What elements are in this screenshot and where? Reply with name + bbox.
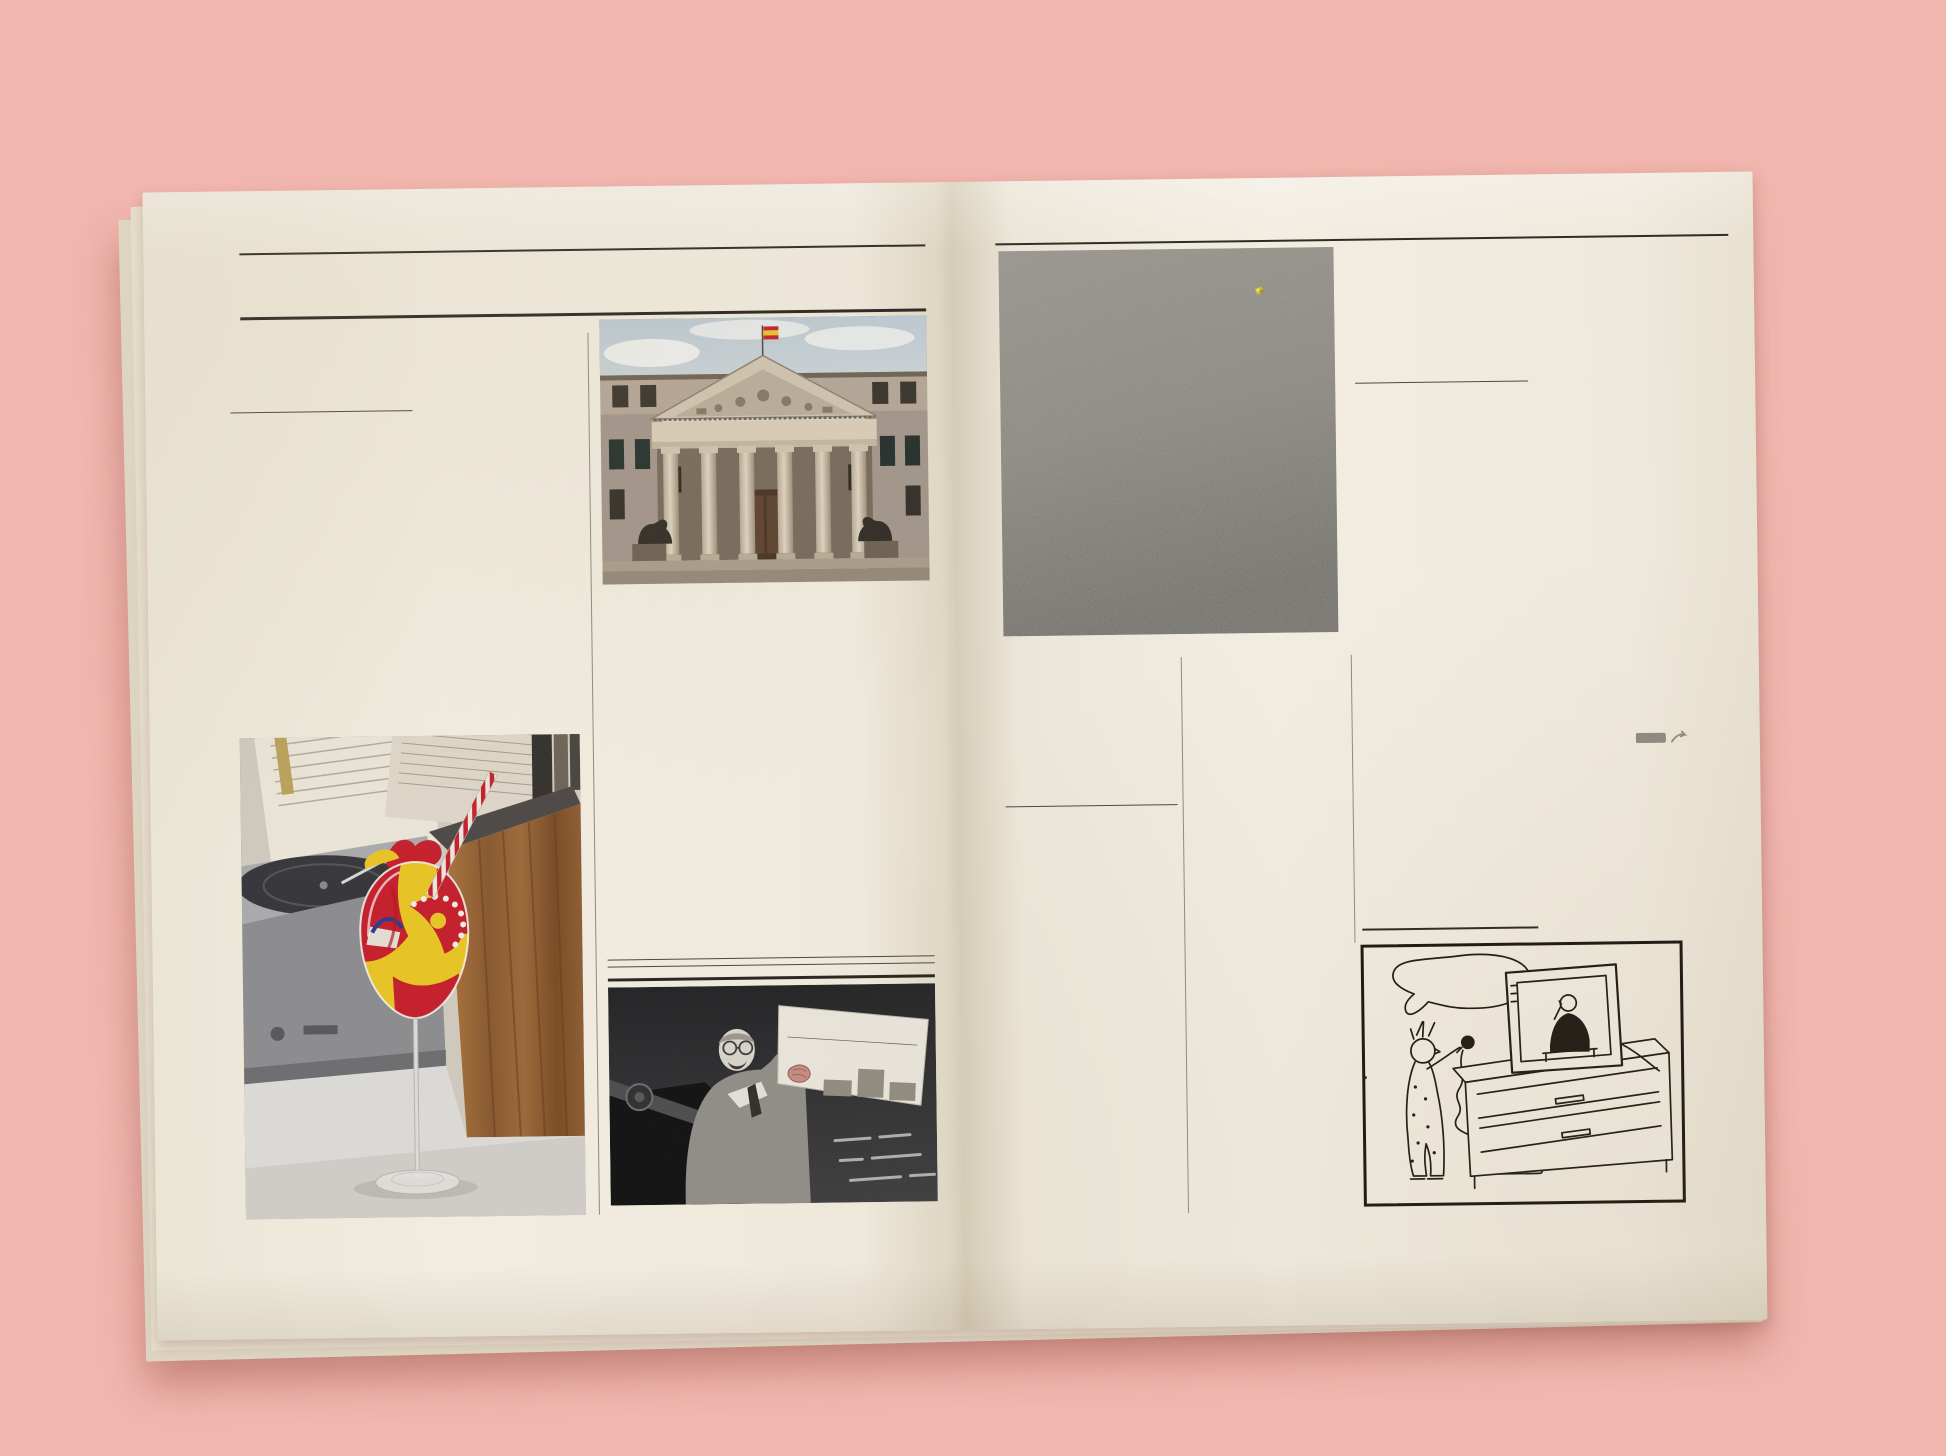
congreso-rule xyxy=(608,974,935,981)
truman-photo-caption xyxy=(611,1206,938,1210)
argentina-headline xyxy=(1353,242,1733,247)
neutron-subhead xyxy=(1005,757,1190,759)
cartoon-rule xyxy=(1362,926,1538,930)
article-divider-right xyxy=(1351,655,1356,943)
argentina-paragraph xyxy=(1355,398,1528,400)
section-label-left xyxy=(483,222,683,225)
argentina-byline xyxy=(1355,377,1528,383)
congreso-byline xyxy=(608,955,935,967)
header-rule-right xyxy=(995,234,1728,246)
deus-pull-quote xyxy=(423,340,581,342)
argentina-paragraph xyxy=(1355,399,1528,401)
article-divider-left xyxy=(587,333,600,1215)
argentina-paragraph xyxy=(1355,399,1528,401)
deus-paragraph xyxy=(423,340,581,342)
page-kicker xyxy=(358,254,808,260)
neutron-column-1 xyxy=(1006,821,1183,1219)
qr-code xyxy=(1543,748,1725,938)
neutron-paragraph xyxy=(1189,655,1347,657)
neutron-paragraph xyxy=(1189,656,1347,658)
neutron-headline xyxy=(1004,657,1189,659)
deus-paragraph xyxy=(231,428,413,430)
deus-title xyxy=(229,333,419,335)
argentina-subhead xyxy=(1354,326,1594,329)
neutron-column-2 xyxy=(1189,655,1354,1213)
asteroid-space-photo xyxy=(998,247,1338,636)
deus-byline xyxy=(230,407,412,413)
neutron-paragraph xyxy=(1006,822,1178,824)
neutron-paragraph xyxy=(1189,656,1347,658)
neutron-byline xyxy=(1006,801,1178,807)
header-rule-left xyxy=(239,244,925,255)
argentina-paragraph xyxy=(1355,399,1528,401)
congreso-headline xyxy=(603,588,935,592)
section-label-right xyxy=(1238,212,1438,215)
truman-newspaper-photo xyxy=(608,983,938,1205)
share-icon xyxy=(1636,730,1688,745)
deus-column-2 xyxy=(422,333,585,733)
congress-building-photo xyxy=(599,315,929,584)
newspaper-spread xyxy=(143,172,1768,1341)
deus-paragraph xyxy=(231,427,413,429)
congreso-standfirst xyxy=(605,731,935,953)
argentina-column-b xyxy=(1538,342,1725,744)
argentina-column-a xyxy=(1355,398,1535,924)
argentina-paragraph xyxy=(1355,399,1528,401)
wine-glass-flag-photo xyxy=(240,734,586,1219)
argentina-paragraph xyxy=(1355,399,1528,401)
deus-paragraph xyxy=(422,333,580,335)
neutron-paragraph xyxy=(1006,821,1178,823)
argentina-paragraph xyxy=(1538,342,1720,344)
deus-column-1 xyxy=(231,427,417,735)
argentina-paragraph xyxy=(1538,343,1720,345)
neutron-column-divider xyxy=(1181,657,1189,1213)
cartoon-panel xyxy=(1361,940,1686,1206)
